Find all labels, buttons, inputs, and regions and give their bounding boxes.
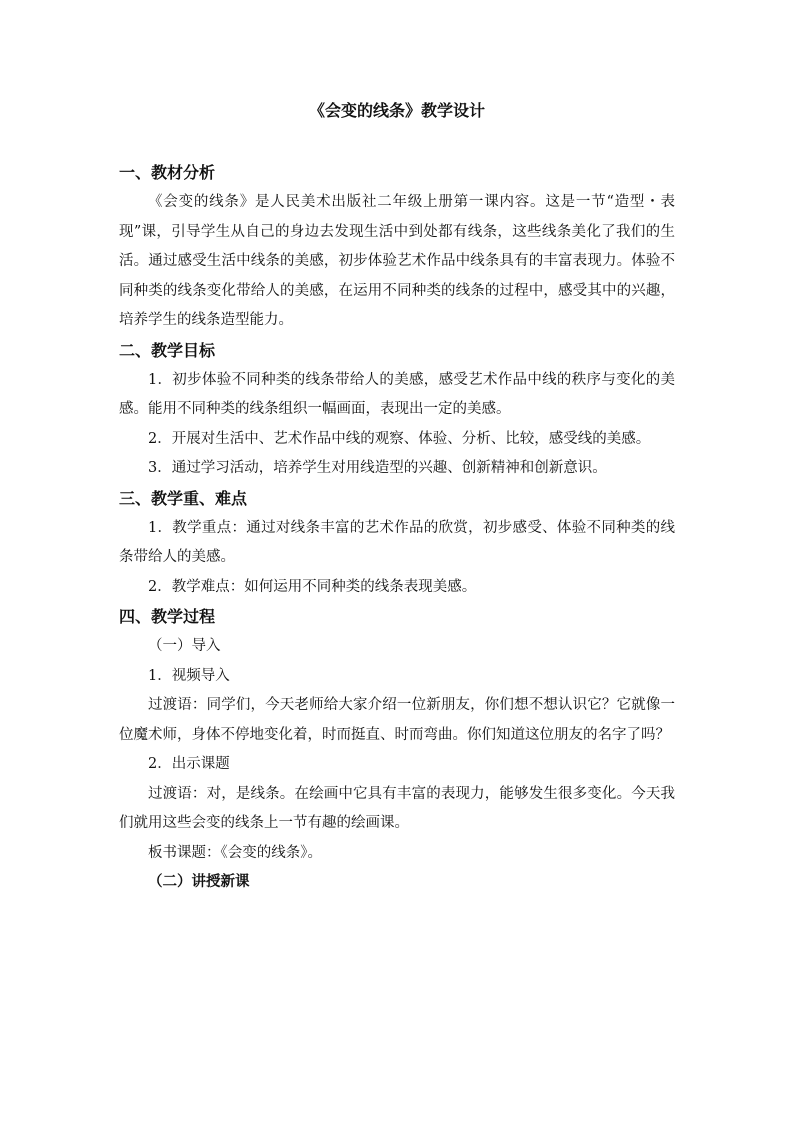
paragraph-goal-2: 2．开展对生活中、艺术作品中线的观察、体验、分析、比较，感受线的美感。 [148,430,651,447]
subsection-intro: （一）导入 [148,638,221,654]
subsection-new-lesson: （二）讲授新课 [148,874,250,890]
paragraph-transition-2: 过渡语：对，是线条。在绘画中它具有丰富的表现力，能够发生很多变化。今天我们就用这些会变的线条上一节有趣的绘画课。 [119,785,675,831]
document-title: 《会变的线条》教学设计 [308,101,485,120]
document-page [119,96,675,898]
section-heading-goals: 二、教学目标 [119,340,216,360]
paragraph-board-title: 板书课题：《会变的线条》。 [148,844,322,861]
section-heading-analysis: 一、教材分析 [119,163,216,182]
paragraph-key-point: 1．教学重点：通过对线条丰富的艺术作品的欣赏，初步感受、体验不同种类的线条带给人的美感。 [119,519,675,565]
paragraph-transition-1: 过渡语：同学们，今天老师给大家介绍一位新朋友，你们想不想认识它？它就像一位魔术师，身体不停地变化着，时而挺直、时而弯曲。你们知道这位朋友的名字了吗？ [119,697,675,743]
section-heading-key-points: 三、教学重、难点 [119,488,248,508]
paragraph-goal-3: 3．通过学习活动，培养学生对用线造型的兴趣、创新精神和创新意识。 [148,460,607,476]
section-heading-process: 四、教学过程 [119,607,216,626]
item-video-intro: 1．视频导入 [148,667,230,684]
item-show-topic: 2．出示课题 [148,756,230,772]
paragraph-goal-1: 1．初步体验不同种类的线条带给人的美感，感受艺术作品中线的秩序与变化的美感。能用不同种类的线条组织一幅画面，表现出一定的美感。 [119,371,675,417]
paragraph-difficult-point: 2．教学难点：如何运用不同种类的线条表现美感。 [148,578,477,595]
paragraph-analysis: 《会变的线条》是人民美术出版社二年级上册第一课内容。这是一节“造型・表现”课，引导学生从自己的身边去发现生活中到处都有线条，这些线条美化了我们的生活。通过感受生活中线条的美感，初步体验艺术作品中线条具有的丰富表现力。体验不同种类的线条变化带给人的美感，在运用不同种类的线条的过程中，感受其中的兴趣，培养学生的线条造型能力。 [119,194,675,328]
